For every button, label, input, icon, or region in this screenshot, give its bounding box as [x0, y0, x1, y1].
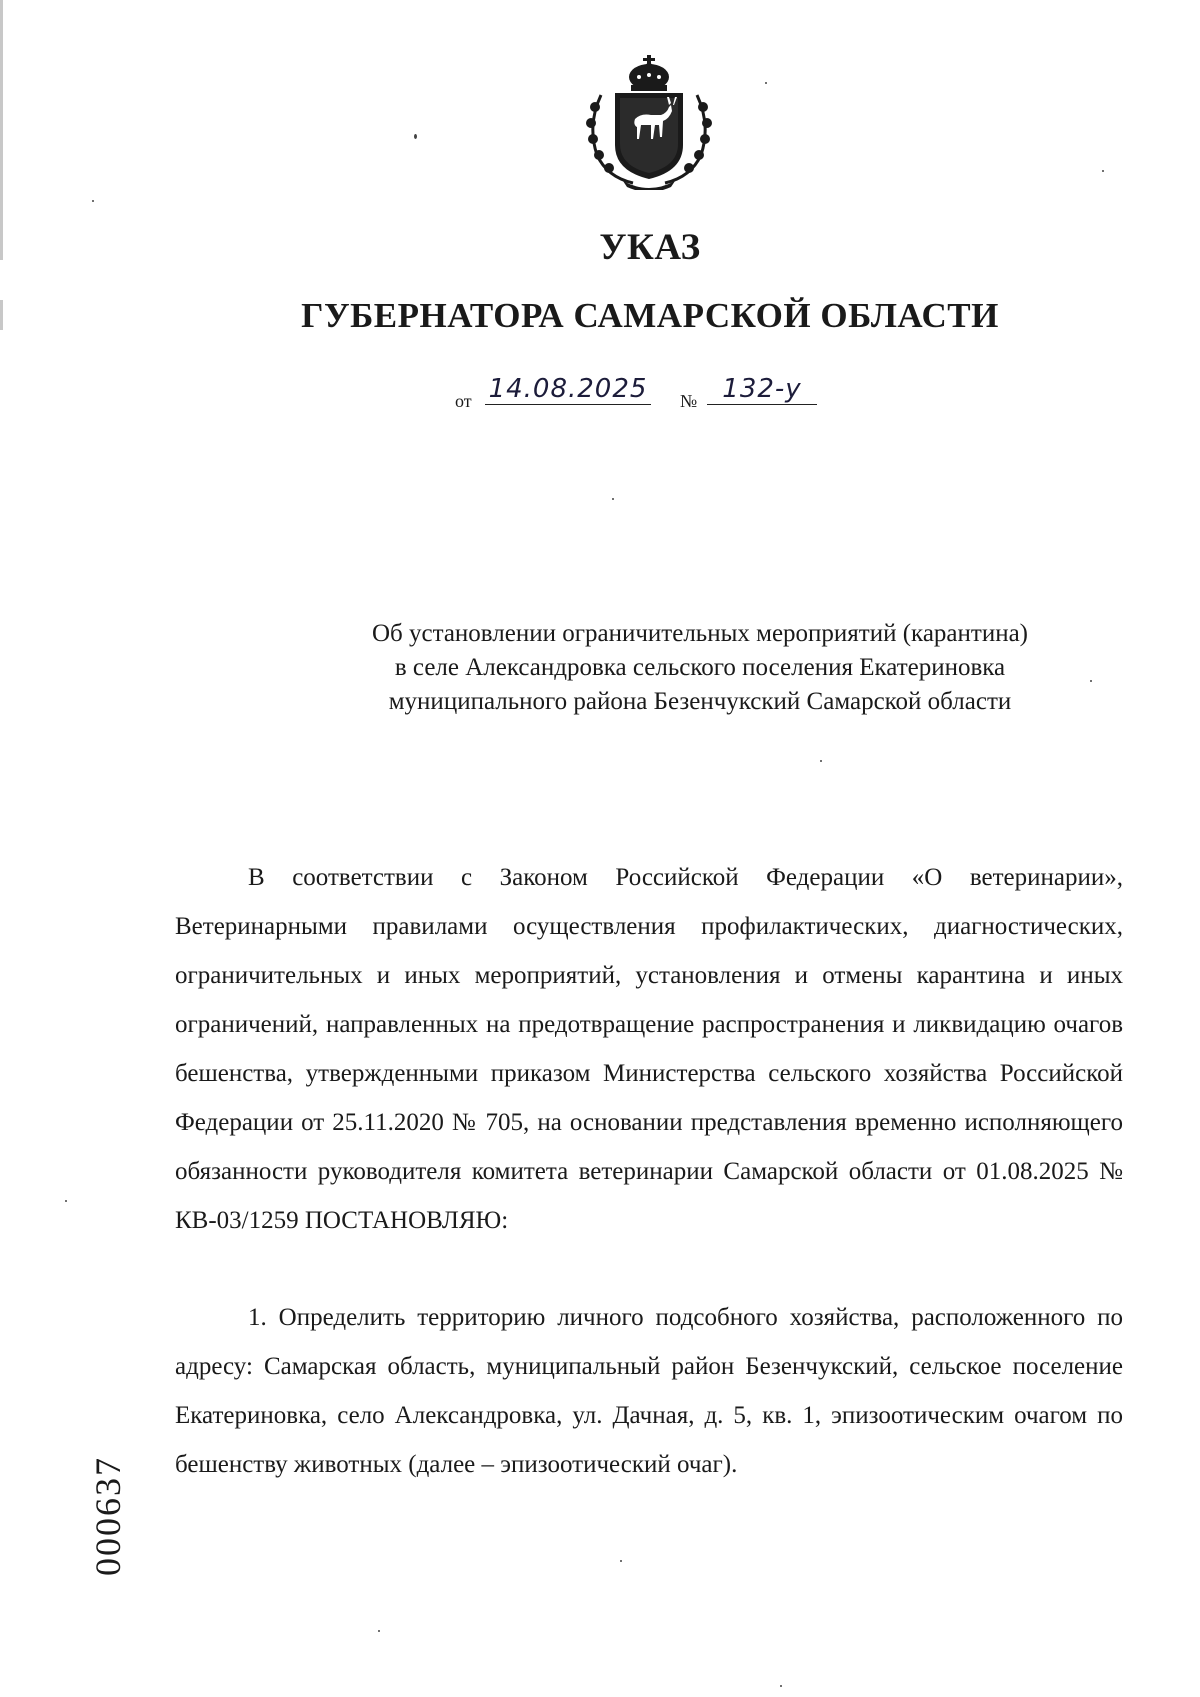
date-prefix-label: от	[455, 391, 472, 411]
clause-block	[175, 1293, 1123, 1489]
scan-speck	[378, 1630, 380, 1632]
scan-speck	[92, 200, 94, 202]
subject-line: муниципального района Безенчукский Самарской области	[388, 688, 1012, 715]
document-type-title: УКАЗ	[599, 227, 701, 268]
decree-subject	[300, 617, 1100, 719]
handwritten-number-field: 132-у	[707, 374, 817, 405]
scan-speck	[780, 1685, 782, 1687]
preamble-block	[175, 853, 1123, 1245]
clause-1-paragraph: 1. Определить территорию личного подсобного хозяйства, расположенного по адресу: Самарская область, муниципальный район Безенчукский, сельское поселение Екатериновка, село Александровка, ул. Дачная, д. 5, кв. 1, эпизоотическим очагом по бешенству животных (далее – эпизоотический очаг).	[175, 1304, 1123, 1478]
subject-line: Об установлении ограничительных мероприятий (карантина)	[371, 620, 1029, 647]
issuer-title: ГУБЕРНАТОРА САМАРСКОЙ ОБЛАСТИ	[301, 296, 999, 335]
scan-speck	[765, 82, 767, 84]
number-sign-label: №	[680, 391, 698, 411]
scan-speck	[612, 498, 614, 500]
scan-page-edge	[0, 0, 3, 260]
scan-speck	[1102, 170, 1104, 172]
scan-speck	[414, 134, 417, 139]
preamble-paragraph: В соответствии с Законом Российской Федерации «О ветеринарии», Ветеринарными правилами осуществления профилактических, диагностических, ограничительных и иных мероприятий, установления и отмены карантина и иных ограничений, направленных на предотвращение распространения и ликвидацию очагов бешенства, утвержденными приказом Министерства сельского хозяйства Российской Федерации от 25.11.2020 № 705, на основании представления временно исполняющего обязанности руководителя комитета ветеринарии Самарской области от 01.08.2025 № КВ-03/1259 ПОСТАНОВЛЯЮ:	[175, 864, 1123, 1234]
scan-speck	[820, 760, 822, 762]
scan-speck	[65, 1200, 67, 1202]
side-stamp-number: 000637	[88, 1456, 128, 1576]
scan-speck	[620, 1560, 622, 1562]
handwritten-date-field: 14.08.2025	[485, 374, 651, 405]
subject-line: в селе Александровка сельского поселения Екатериновка	[394, 654, 1006, 681]
samara-coat-of-arms-emblem	[583, 55, 715, 190]
scan-speck	[1090, 680, 1092, 682]
